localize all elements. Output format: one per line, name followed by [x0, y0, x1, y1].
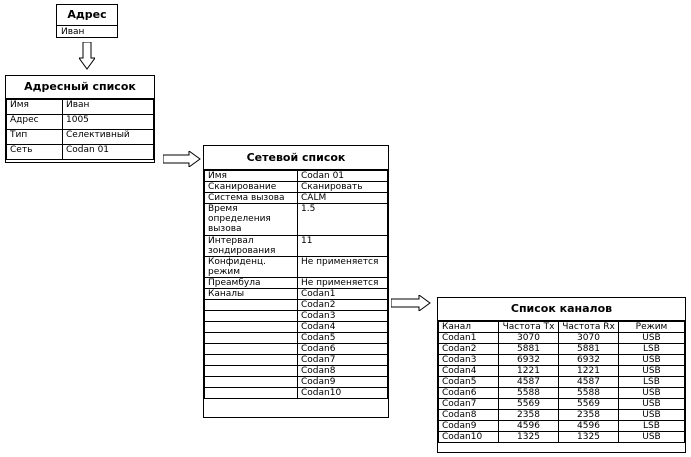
- table-row: [439, 333, 685, 344]
- table-row: [439, 432, 685, 443]
- table-row: [439, 399, 685, 410]
- table-row: [205, 278, 388, 289]
- table-row: [7, 100, 154, 115]
- address-list-table: [5, 75, 155, 163]
- table-cell: Не применяется: [298, 278, 388, 289]
- table-cell: Codan5: [298, 333, 388, 344]
- table-cell: Codan1: [439, 333, 499, 344]
- table-row: [205, 300, 388, 311]
- column-header: Частота Rx: [559, 322, 619, 333]
- table-cell: USB: [619, 355, 685, 366]
- table-cell: Codan 01: [298, 171, 388, 182]
- table-cell: Codan9: [298, 377, 388, 388]
- table-cell: Преамбула: [205, 278, 298, 289]
- table-row: [439, 355, 685, 366]
- table-cell: Сеть: [7, 145, 63, 160]
- table-row: [205, 182, 388, 193]
- table-row: [439, 421, 685, 432]
- table-cell: 5881: [499, 344, 559, 355]
- table-cell: Codan8: [298, 366, 388, 377]
- table-cell: Codan 01: [63, 145, 154, 160]
- table-cell: 3070: [559, 333, 619, 344]
- address-value: Иван: [61, 27, 85, 37]
- table-cell: USB: [619, 388, 685, 399]
- table-cell: Codan10: [439, 432, 499, 443]
- right-arrow-icon: [391, 295, 431, 311]
- table-cell: Codan6: [298, 344, 388, 355]
- table-row: [205, 171, 388, 182]
- table-row: [7, 130, 154, 145]
- table-cell: 1.5: [298, 204, 388, 236]
- table-row: [205, 388, 388, 399]
- channel-list-table: [437, 297, 686, 453]
- table-cell: Имя: [7, 100, 63, 115]
- table-row: [439, 344, 685, 355]
- table-cell: Система вызова: [205, 193, 298, 204]
- column-header: Режим: [619, 322, 685, 333]
- table-row: [205, 366, 388, 377]
- table-cell: Иван: [63, 100, 154, 115]
- table-cell: [205, 388, 298, 399]
- table-cell: Селективный: [63, 130, 154, 145]
- table-cell: 1325: [559, 432, 619, 443]
- table-cell: 1221: [499, 366, 559, 377]
- table-cell: Имя: [205, 171, 298, 182]
- table-cell: Тип: [7, 130, 63, 145]
- address-box: [56, 4, 118, 38]
- table-row: [205, 204, 388, 236]
- column-header: Канал: [439, 322, 499, 333]
- table-cell: Сканировать: [298, 182, 388, 193]
- table-cell: USB: [619, 333, 685, 344]
- table-cell: 1221: [559, 366, 619, 377]
- table-cell: CALM: [298, 193, 388, 204]
- address-list-title: Адресный список: [6, 76, 154, 99]
- table-cell: Codan2: [298, 300, 388, 311]
- table-row: [439, 410, 685, 421]
- table-cell: [205, 311, 298, 322]
- table-row: [439, 388, 685, 399]
- table-cell: Codan10: [298, 388, 388, 399]
- column-header: Частота Tx: [499, 322, 559, 333]
- table-row: [439, 377, 685, 388]
- table-cell: Codan5: [439, 377, 499, 388]
- table-cell: 4587: [559, 377, 619, 388]
- table-row: [205, 322, 388, 333]
- table-cell: LSB: [619, 377, 685, 388]
- table-cell: Codan7: [298, 355, 388, 366]
- table-cell: [205, 344, 298, 355]
- table-cell: [205, 377, 298, 388]
- table-cell: [205, 366, 298, 377]
- table-cell: Не применяется: [298, 257, 388, 278]
- address-title: Адрес: [57, 5, 117, 26]
- table-cell: 2358: [559, 410, 619, 421]
- table-cell: Адрес: [7, 115, 63, 130]
- table-cell: Codan3: [439, 355, 499, 366]
- channel-header-row: [439, 322, 685, 333]
- channel-list-title: Список каналов: [438, 298, 685, 321]
- table-cell: 1005: [63, 115, 154, 130]
- table-cell: Каналы: [205, 289, 298, 300]
- table-cell: USB: [619, 366, 685, 377]
- table-cell: [205, 333, 298, 344]
- table-cell: Codan8: [439, 410, 499, 421]
- table-cell: Codan4: [439, 366, 499, 377]
- table-cell: USB: [619, 432, 685, 443]
- table-row: [205, 193, 388, 204]
- table-cell: 3070: [499, 333, 559, 344]
- table-cell: [205, 300, 298, 311]
- right-arrow-icon: [163, 151, 201, 167]
- table-row: [7, 145, 154, 160]
- table-cell: Codan3: [298, 311, 388, 322]
- table-cell: Сканирование: [205, 182, 298, 193]
- table-cell: 5588: [499, 388, 559, 399]
- table-row: [205, 257, 388, 278]
- table-row: [439, 366, 685, 377]
- table-cell: 1325: [499, 432, 559, 443]
- table-cell: Конфиденц. режим: [205, 257, 298, 278]
- table-cell: 5881: [559, 344, 619, 355]
- table-cell: 6932: [559, 355, 619, 366]
- table-cell: 2358: [499, 410, 559, 421]
- table-cell: 5588: [559, 388, 619, 399]
- table-cell: 5569: [559, 399, 619, 410]
- table-cell: Интервал зондирования: [205, 236, 298, 257]
- table-cell: 5569: [499, 399, 559, 410]
- table-cell: 4596: [499, 421, 559, 432]
- table-row: [7, 115, 154, 130]
- table-cell: Codan1: [298, 289, 388, 300]
- table-row: [205, 333, 388, 344]
- down-arrow-icon: [79, 42, 95, 70]
- table-cell: Время определения вызова: [205, 204, 298, 236]
- table-cell: LSB: [619, 344, 685, 355]
- channel-list-body: [439, 333, 685, 443]
- table-cell: [205, 355, 298, 366]
- table-cell: Codan9: [439, 421, 499, 432]
- table-cell: [205, 322, 298, 333]
- network-list-table: [203, 145, 389, 418]
- table-cell: 6932: [499, 355, 559, 366]
- table-cell: USB: [619, 399, 685, 410]
- table-cell: 11: [298, 236, 388, 257]
- table-row: [205, 377, 388, 388]
- table-row: [205, 344, 388, 355]
- network-list-body: [205, 171, 388, 399]
- table-cell: Codan6: [439, 388, 499, 399]
- table-cell: USB: [619, 410, 685, 421]
- table-cell: 4596: [559, 421, 619, 432]
- address-list-body: [7, 100, 154, 160]
- table-cell: LSB: [619, 421, 685, 432]
- table-row: [205, 355, 388, 366]
- table-cell: Codan2: [439, 344, 499, 355]
- network-list-title: Сетевой список: [204, 146, 388, 170]
- table-cell: Codan4: [298, 322, 388, 333]
- table-cell: 4587: [499, 377, 559, 388]
- table-row: [205, 289, 388, 300]
- table-row: [205, 311, 388, 322]
- table-row: [205, 236, 388, 257]
- table-cell: Codan7: [439, 399, 499, 410]
